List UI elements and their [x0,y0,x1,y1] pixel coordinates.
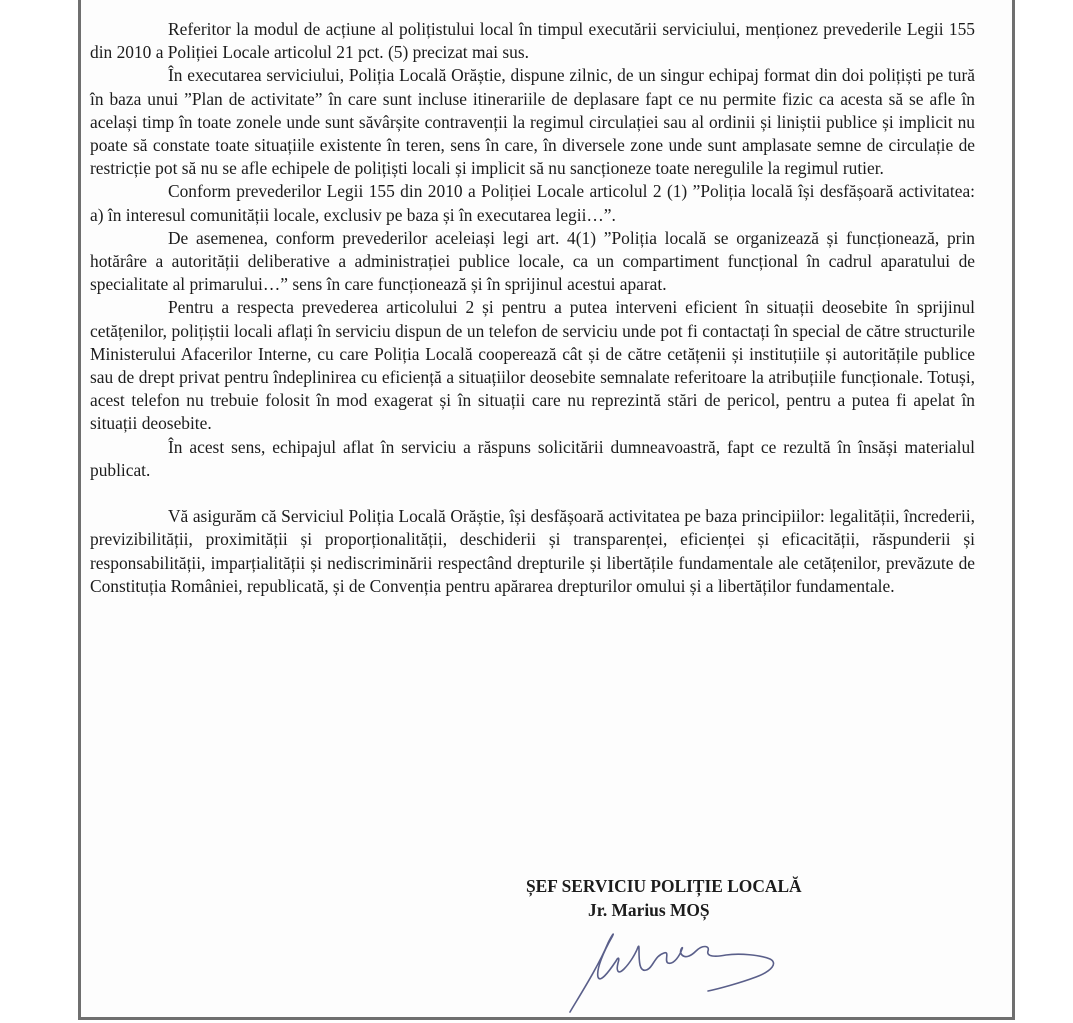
paragraph-6: În acest sens, echipajul aflat în serviciu a răspuns solicitării dumneavoastră, fapt ce rezultă în însăși materialul publicat. [90,436,975,480]
signatory-title: ȘEF SERVICIU POLIȚIE LOCALĂ [526,876,802,896]
handwritten-signature [560,915,830,1020]
paragraph-2: În executarea serviciului, Poliția Locală Orăștie, dispune zilnic, de un singur echipaj format din doi polițiști pe tură în baza unui ”Plan de activitate” în care sunt incluse itinerariile de deplasare fapt ce nu permite fizic ca acesta să se afle în același timp în toate zonele unde sunt săvârșite contravenții la regimul circulației sau al ordinii și liniștii publice și implicit nu poate să constate toate situațiile existente în teren, sens în care, în diversele zone unde sunt amplasate semne de circulație de restricție pot să nu se afle echipele de polițiști locali și implicit să nu sancționeze toate neregulile la regimul rutier. [90,65,975,179]
signature-stroke [570,934,774,1012]
paragraph-3: Conform prevederilor Legii 155 din 2010 a Poliției Locale articolul 2 (1) ”Poliția locală își desfășoară activitatea: a) în interesul comunității locale, exclusiv pe baza și în executarea legii…”. [90,181,975,225]
signatory-name: Jr. Marius MOȘ [588,900,710,920]
letter-body [90,18,975,598]
paragraph-1: Referitor la modul de acțiune al polițistului local în timpul executării serviciului, menționez prevederile Legii 155 din 2010 a Poliției Locale articolul 21 pct. (5) precizat mai sus. [90,19,975,63]
paragraph-4: De asemenea, conform prevederilor aceleiași legi art. 4(1) ”Poliția locală se organizează și funcționează, prin hotărâre a autorității deliberative a administrației publice locale, ca un compartiment funcțional în cadrul aparatului de specialitate al primarului…” sens în care funcționează și în sprijinul acestui aparat. [90,227,975,295]
paragraph-7: Vă asigurăm că Serviciul Poliția Locală Orăștie, își desfășoară activitatea pe baza principiilor: legalității, încrederii, previzibilității, proximității și proporționalității, deschiderii și transparenței, eficienței și eficacității, răspunderii și responsabilității, imparțialității și nediscriminării respectând drepturile și libertățile fundamentale ale cetățenilor, prevăzute de Constituția României, republicată, și de Convenția pentru apărarea drepturilor omului și a libertăților fundamentale. [90,506,975,596]
paragraph-5: Pentru a respecta prevederea articolului 2 și pentru a putea interveni eficient în situații deosebite în sprijinul cetățenilor, polițiștii locali aflați în serviciu dispun de un telefon de serviciu unde pot fi contactați în special de către structurile Ministerului Afacerilor Interne, cu care Poliția Locală cooperează cât și de către cetățenii și instituțiile și autoritățile publice sau de drept privat pentru îndeplinirea cu eficiență a situațiilor deosebite semnalate referitoare la atribuțiile funcționale. Totuși, acest telefon nu trebuie folosit în mod exagerat și în situații care nu reprezintă stări de pericol, pentru a putea fi apelat în situații deosebite. [90,297,975,434]
